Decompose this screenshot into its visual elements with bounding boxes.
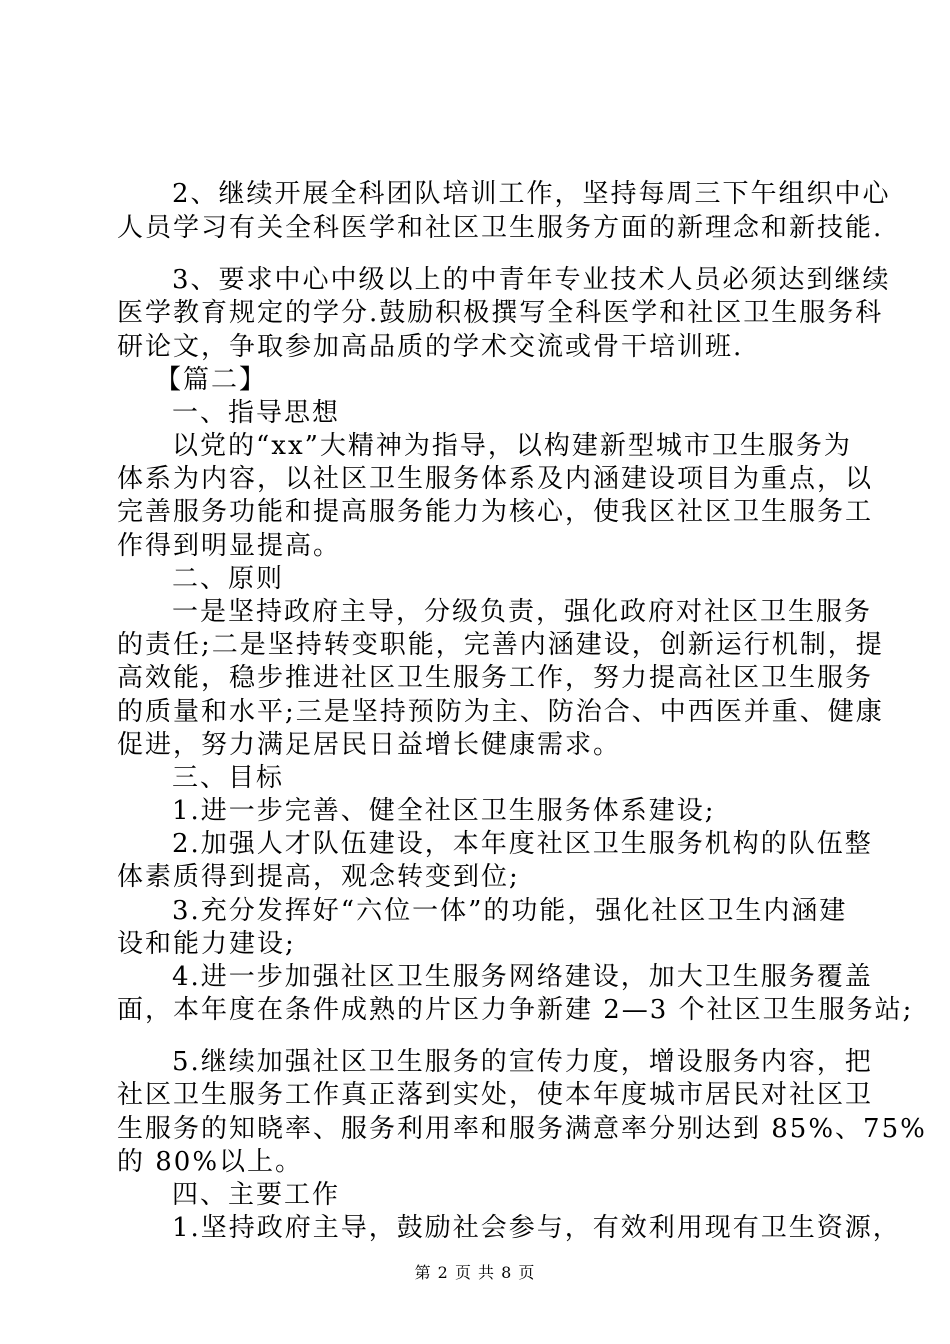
- paragraph-line: 面，本年度在条件成熟的片区力争新建 2—3 个社区卫生服务站;: [117, 995, 914, 1025]
- list-item: 5.继续加强社区卫生服务的宣传力度，增设服务内容，把: [172, 1047, 873, 1078]
- paragraph-line: 的质量和水平;三是坚持预防为主、防治合、中西医并重、健康: [117, 696, 884, 727]
- page-footer: 第 2 页 共 8 页: [414, 1263, 536, 1282]
- list-item: 3.充分发挥好“六位一体”的功能，强化社区卫生内涵建: [172, 895, 848, 926]
- section-heading: 四、主要工作: [172, 1179, 341, 1210]
- paragraph-line: 完善服务功能和提高服务能力为核心，使我区社区卫生服务工: [117, 497, 874, 528]
- paragraph-line: 作得到明显提高。: [117, 530, 342, 561]
- paragraph-line: 促进，努力满足居民日益增长健康需求。: [117, 729, 622, 760]
- paragraph-line: 研论文，争取参加高品质的学术交流或骨干培训班.: [117, 331, 744, 362]
- paragraph-line: 的责任;二是坚持转变职能，完善内涵建设，创新运行机制，提: [117, 630, 884, 661]
- section-heading: 三、目标: [172, 762, 285, 793]
- list-item: 1.进一步完善、健全社区卫生服务体系建设;: [172, 796, 716, 826]
- section-heading: 二、原则: [172, 563, 285, 594]
- paragraph-line: 2、继续开展全科团队培训工作，坚持每周三下午组织中心: [172, 179, 891, 209]
- paragraph-line: 社区卫生服务工作真正落到实处，使本年度城市居民对社区卫: [117, 1080, 874, 1111]
- paragraph-line: 设和能力建设;: [117, 928, 296, 959]
- paragraph-line: 高效能，稳步推进社区卫生服务工作，努力提高社区卫生服务: [117, 663, 874, 694]
- section-heading: 一、指导思想: [172, 397, 341, 428]
- paragraph-line: 体系为内容，以社区卫生服务体系及内涵建设项目为重点，以: [117, 464, 874, 495]
- section-heading: 【篇二】: [155, 364, 268, 395]
- paragraph-line: 人员学习有关全科医学和社区卫生服务方面的新理念和新技能.: [117, 213, 884, 244]
- paragraph-line: 医学教育规定的学分.鼓励积极撰写全科医学和社区卫生服务科: [117, 298, 884, 329]
- list-item: 2.加强人才队伍建设，本年度社区卫生服务机构的队伍整: [172, 829, 873, 860]
- paragraph-line: 3、要求中心中级以上的中青年专业技术人员必须达到继续: [172, 265, 891, 296]
- paragraph-line: 体素质得到提高，观念转变到位;: [117, 862, 520, 893]
- paragraph-line: 生服务的知晓率、服务利用率和服务满意率分别达到 85%、75%: [117, 1113, 927, 1144]
- paragraph-line: 一是坚持政府主导，分级负责，强化政府对社区卫生服务: [172, 597, 873, 627]
- list-item: 4.进一步加强社区卫生服务网络建设，加大卫生服务覆盖: [172, 961, 873, 992]
- paragraph-line: 以党的“xx”大精神为指导，以构建新型城市卫生服务为: [172, 431, 852, 462]
- list-item: 1.坚持政府主导，鼓励社会参与，有效利用现有卫生资源，: [172, 1213, 901, 1243]
- paragraph-line: 的 80%以上。: [117, 1146, 304, 1177]
